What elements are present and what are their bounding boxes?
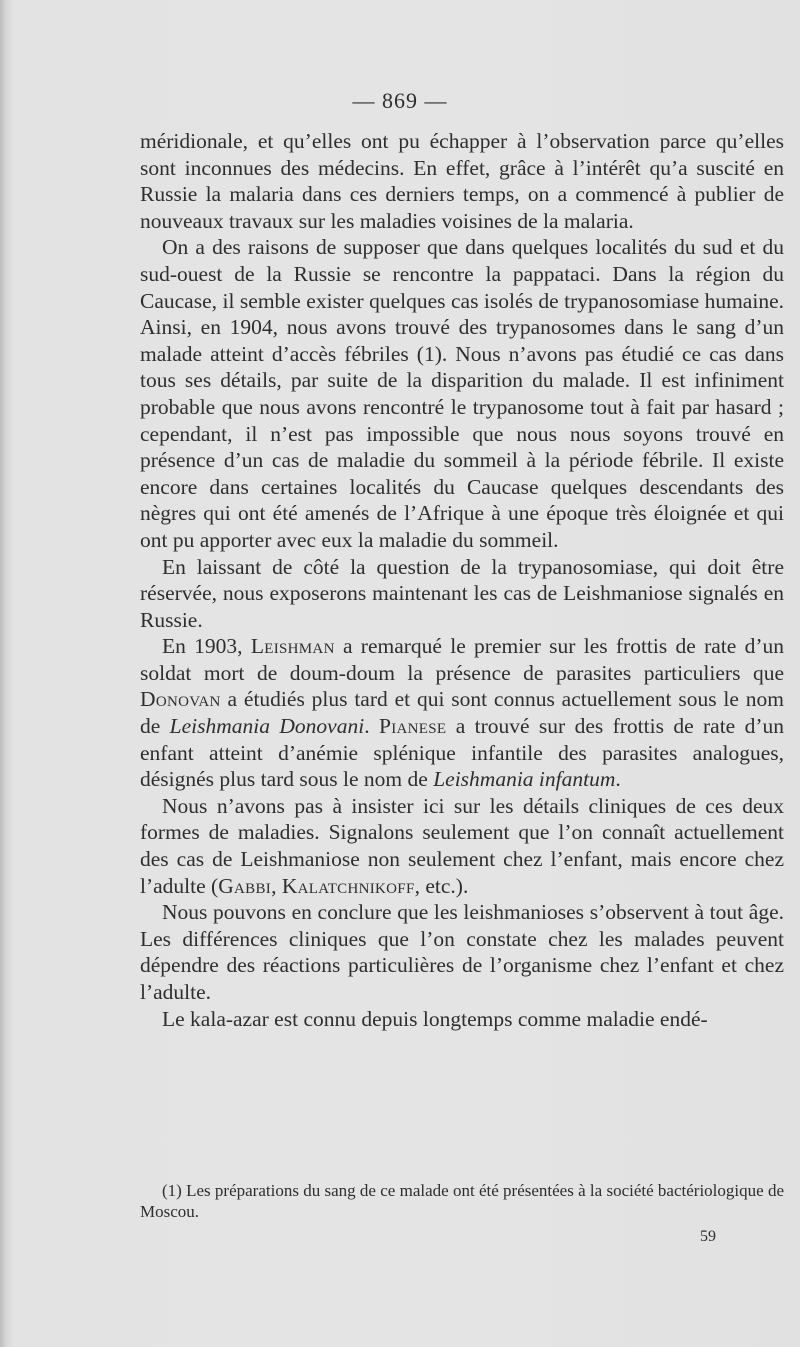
text-run: , etc.).	[414, 873, 469, 898]
species-name-infantum: Leishmania infantum	[433, 767, 616, 792]
author-name-leishman: Leishman	[250, 634, 335, 659]
signature-mark: 59	[700, 1228, 716, 1245]
footnote	[140, 1180, 784, 1222]
text-run: a remarqué le premier sur les frottis de rate d’un soldat mort de doum-doum la présence de parasites particuliers que	[140, 634, 784, 685]
paragraph-6: Nous pouvons en conclure que les leishmanioses s’observent à tout âge. Les différences cliniques que l’on constate chez les malades peuvent dépendre des réactions particulières de l’organisme chez l’enfant et chez l’adulte.	[140, 900, 784, 1004]
text-run: .	[364, 714, 379, 739]
author-name-kalatchnikoff: Kalatchnikoff	[281, 873, 415, 898]
paragraph-2: On a des raisons de supposer que dans quelques localités du sud et du sud-ouest de la Russie se rencontre la pappataci. Dans la région du Caucase, il semble exister quelques cas isolés de trypanosomiase humaine. Ainsi, en 1904, nous avons trouvé des trypanosomes dans le sang d’un malade atteint d’accès fébriles (1). Nous n’avons pas étudié ce cas dans tous ses détails, par suite de la disparition du malade. Il est infiniment probable que nous avons rencontré le trypanosome tout à fait par hasard ; cependant, il n’est pas impossible que nous nous soyons trouvé en présence d’un cas de maladie du sommeil à la période fébrile. Il existe encore dans certaines localités du Caucase quelques descendants des nègres qui ont été amenés de l’Afrique à une époque très éloignée et qui ont pu apporter avec eux la maladie du sommeil.	[140, 235, 784, 552]
paragraph-3: En laissant de côté la question de la trypanosomiase, qui doit être réservée, nous exposerons maintenant les cas de Leishmaniose signalés en Russie.	[140, 554, 784, 632]
paragraph-5	[140, 793, 784, 899]
text-run: Nous n’avons pas à insister ici sur les détails cliniques de ces deux formes de maladies. Signalons seulement que l’on connaît actuellement des cas de Leishmaniose non seulement chez l’enfant, mais encore chez l’adulte (	[140, 793, 784, 898]
text-run: a étudiés plus tard et qui sont connus actuellement sous le nom de	[140, 687, 784, 739]
author-name-donovan: Donovan	[140, 687, 221, 712]
text-run: .	[615, 767, 621, 792]
page-number: — 869 —	[352, 88, 448, 113]
body-text	[140, 128, 784, 1032]
author-name-pianese: Pianese	[378, 714, 447, 739]
species-name-donovani: Leishmania Donovani	[169, 714, 365, 739]
text-run: En 1903,	[162, 634, 251, 659]
paragraph-1: méridionale, et qu’elles ont pu échapper à l’observation parce qu’elles sont inconnues des médecins. En effet, grâce à l’intérêt qu’a suscité en Russie la malaria dans ces derniers temps, on a commencé à publier de nouveaux travaux sur les maladies voisines de la malaria.	[140, 129, 784, 233]
author-name-gabbi: Gabbi	[218, 873, 272, 898]
paragraph-4	[140, 633, 784, 793]
text-run: ,	[271, 873, 282, 898]
paragraph-7: Le kala-azar est connu depuis longtemps comme maladie endé-	[162, 1006, 708, 1031]
footnote-text: (1) Les préparations du sang de ce malade ont été présentées à la société bactériologique de Moscou.	[140, 1181, 784, 1221]
text-run: a trouvé sur des frottis de rate d’un enfant atteint d’anémie splénique infantile des parasites analogues, désignés plus tard sous le nom de	[140, 714, 784, 792]
